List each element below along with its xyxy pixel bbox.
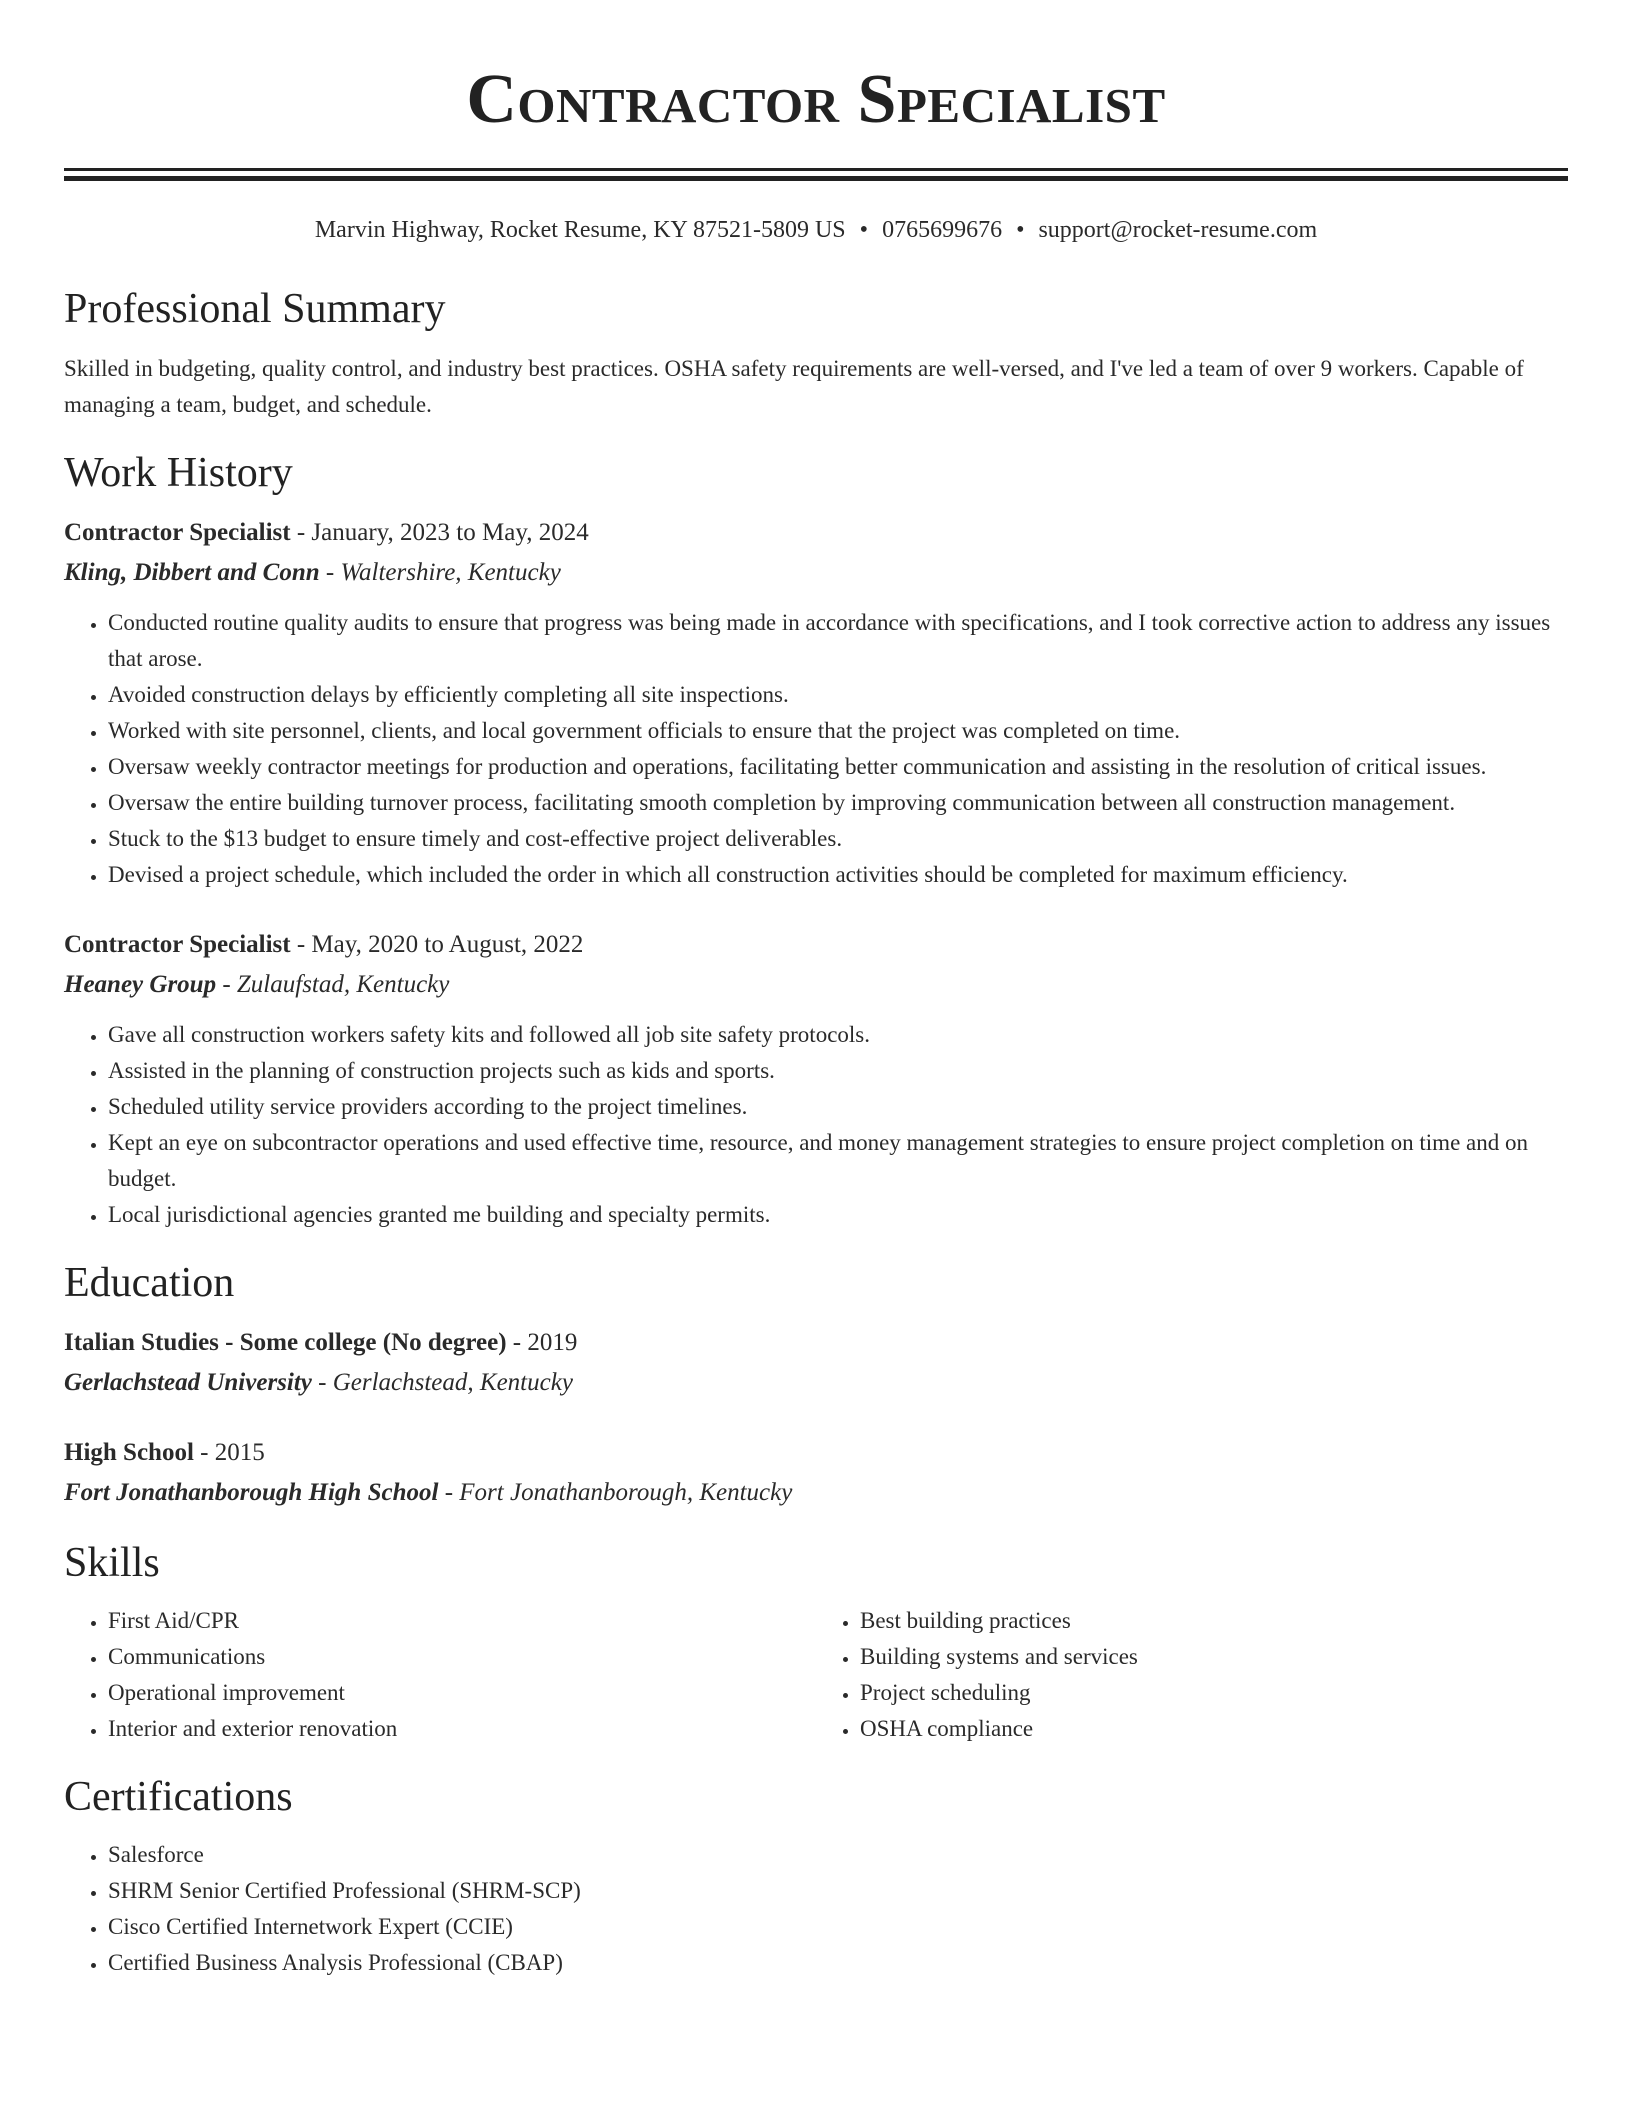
education-school: Gerlachstead University <box>64 1369 312 1396</box>
job-bullets <box>64 1017 1568 1233</box>
skill-item: • Building systems and services <box>860 1639 1568 1675</box>
contact-separator: • <box>859 217 869 243</box>
summary-heading: Professional Summary <box>64 286 446 332</box>
title-rule-top <box>64 168 1568 171</box>
skill-item: • First Aid/CPR <box>108 1603 816 1639</box>
education-year: - 2015 <box>193 1439 265 1466</box>
skill-item: • Interior and exterior renovation <box>108 1711 816 1747</box>
certification-item: • Cisco Certified Internetwork Expert (CCIE) <box>108 1909 1568 1945</box>
job-title: Contractor Specialist <box>64 519 291 546</box>
education-year: - 2019 <box>506 1329 578 1356</box>
contact-phone: 0765699676 <box>882 217 1003 243</box>
job-company: Kling, Dibbert and Conn <box>64 559 320 586</box>
work-history-heading: Work History <box>64 450 293 496</box>
job-bullet: • Conducted routine quality audits to ensure that progress was being made in accordance with specifications, and I took corrective action to address any issues that arose. <box>108 605 1568 677</box>
job-bullet: • Gave all construction workers safety kits and followed all job site safety protocols. <box>108 1017 1568 1053</box>
education-degree-line <box>64 1433 1568 1473</box>
job-bullet: • Scheduled utility service providers according to the project timelines. <box>108 1089 1568 1125</box>
job-company: Heaney Group <box>64 971 217 998</box>
contact-email[interactable]: support@rocket-resume.com <box>1038 217 1318 243</box>
education-degree-line <box>64 1323 1568 1363</box>
education-school: Fort Jonathanborough High School <box>64 1479 439 1506</box>
skill-item: • OSHA compliance <box>860 1711 1568 1747</box>
job-bullet: • Oversaw weekly contractor meetings for production and operations, facilitating better communication and assisting in the resolution of critical issues. <box>108 749 1568 785</box>
job-dates: - January, 2023 to May, 2024 <box>290 519 589 546</box>
education-heading: Education <box>64 1260 235 1306</box>
job-entry <box>64 513 1568 893</box>
job-location: - Zulaufstad, Kentucky <box>216 971 450 998</box>
skills-heading: Skills <box>64 1540 160 1586</box>
skill-item: • Communications <box>108 1639 816 1675</box>
job-title-line <box>64 925 1568 965</box>
job-bullet: • Kept an eye on subcontractor operations and used effective time, resource, and money management strategies to ensure project completion on time and on budget. <box>108 1125 1568 1197</box>
resume-title: Contractor Specialist <box>466 61 1166 138</box>
job-company-line <box>64 553 1568 593</box>
title-rule-bottom <box>64 176 1568 181</box>
education-degree: High School <box>64 1439 194 1466</box>
skill-item: • Operational improvement <box>108 1675 816 1711</box>
job-title-line <box>64 513 1568 553</box>
job-location: - Waltershire, Kentucky <box>319 559 561 586</box>
certification-item: • Salesforce <box>108 1837 1568 1873</box>
education-entry <box>64 1433 1568 1513</box>
job-entry <box>64 925 1568 1233</box>
education-entry <box>64 1323 1568 1403</box>
certification-item: • Certified Business Analysis Professional (CBAP) <box>108 1945 1568 1981</box>
skills-column-right <box>816 1603 1568 1747</box>
skills-column-left <box>64 1603 816 1747</box>
job-bullet: • Assisted in the planning of construction projects such as kids and sports. <box>108 1053 1568 1089</box>
contact-separator: • <box>1016 217 1025 243</box>
job-bullets <box>64 605 1568 893</box>
job-bullet: • Oversaw the entire building turnover process, facilitating smooth completion by improving communication between all construction management. <box>108 785 1568 821</box>
job-bullet: • Local jurisdictional agencies granted me building and specialty permits. <box>108 1197 1568 1233</box>
summary-text: Skilled in budgeting, quality control, and industry best practices. OSHA safety requirements are well-versed, and I've led a team of over 9 workers. Capable of managing a team, budget, and schedule. <box>64 356 1524 417</box>
education-location: - Gerlachstead, Kentucky <box>311 1369 573 1396</box>
education-degree: Italian Studies - Some college (No degree) <box>64 1329 507 1356</box>
contact-line <box>64 215 1568 245</box>
education-location: - Fort Jonathanborough, Kentucky <box>438 1479 793 1506</box>
job-title: Contractor Specialist <box>64 931 291 958</box>
skill-item: • Best building practices <box>860 1603 1568 1639</box>
job-bullet: • Stuck to the $13 budget to ensure timely and cost-effective project deliverables. <box>108 821 1568 857</box>
education-school-line <box>64 1473 1568 1513</box>
certifications-list <box>64 1837 1568 1981</box>
contact-address: Marvin Highway, Rocket Resume, KY 87521-5809 US <box>314 217 846 243</box>
job-bullet: • Devised a project schedule, which included the order in which all construction activities should be completed for maximum efficiency. <box>108 857 1568 893</box>
certifications-heading: Certifications <box>64 1774 293 1820</box>
job-bullet: • Worked with site personnel, clients, and local government officials to ensure that the project was completed on time. <box>108 713 1568 749</box>
skills-grid <box>64 1603 1568 1747</box>
education-school-line <box>64 1363 1568 1403</box>
certification-item: • SHRM Senior Certified Professional (SHRM-SCP) <box>108 1873 1568 1909</box>
job-dates: - May, 2020 to August, 2022 <box>290 931 584 958</box>
skill-item: • Project scheduling <box>860 1675 1568 1711</box>
job-bullet: • Avoided construction delays by efficiently completing all site inspections. <box>108 677 1568 713</box>
job-company-line <box>64 965 1568 1005</box>
